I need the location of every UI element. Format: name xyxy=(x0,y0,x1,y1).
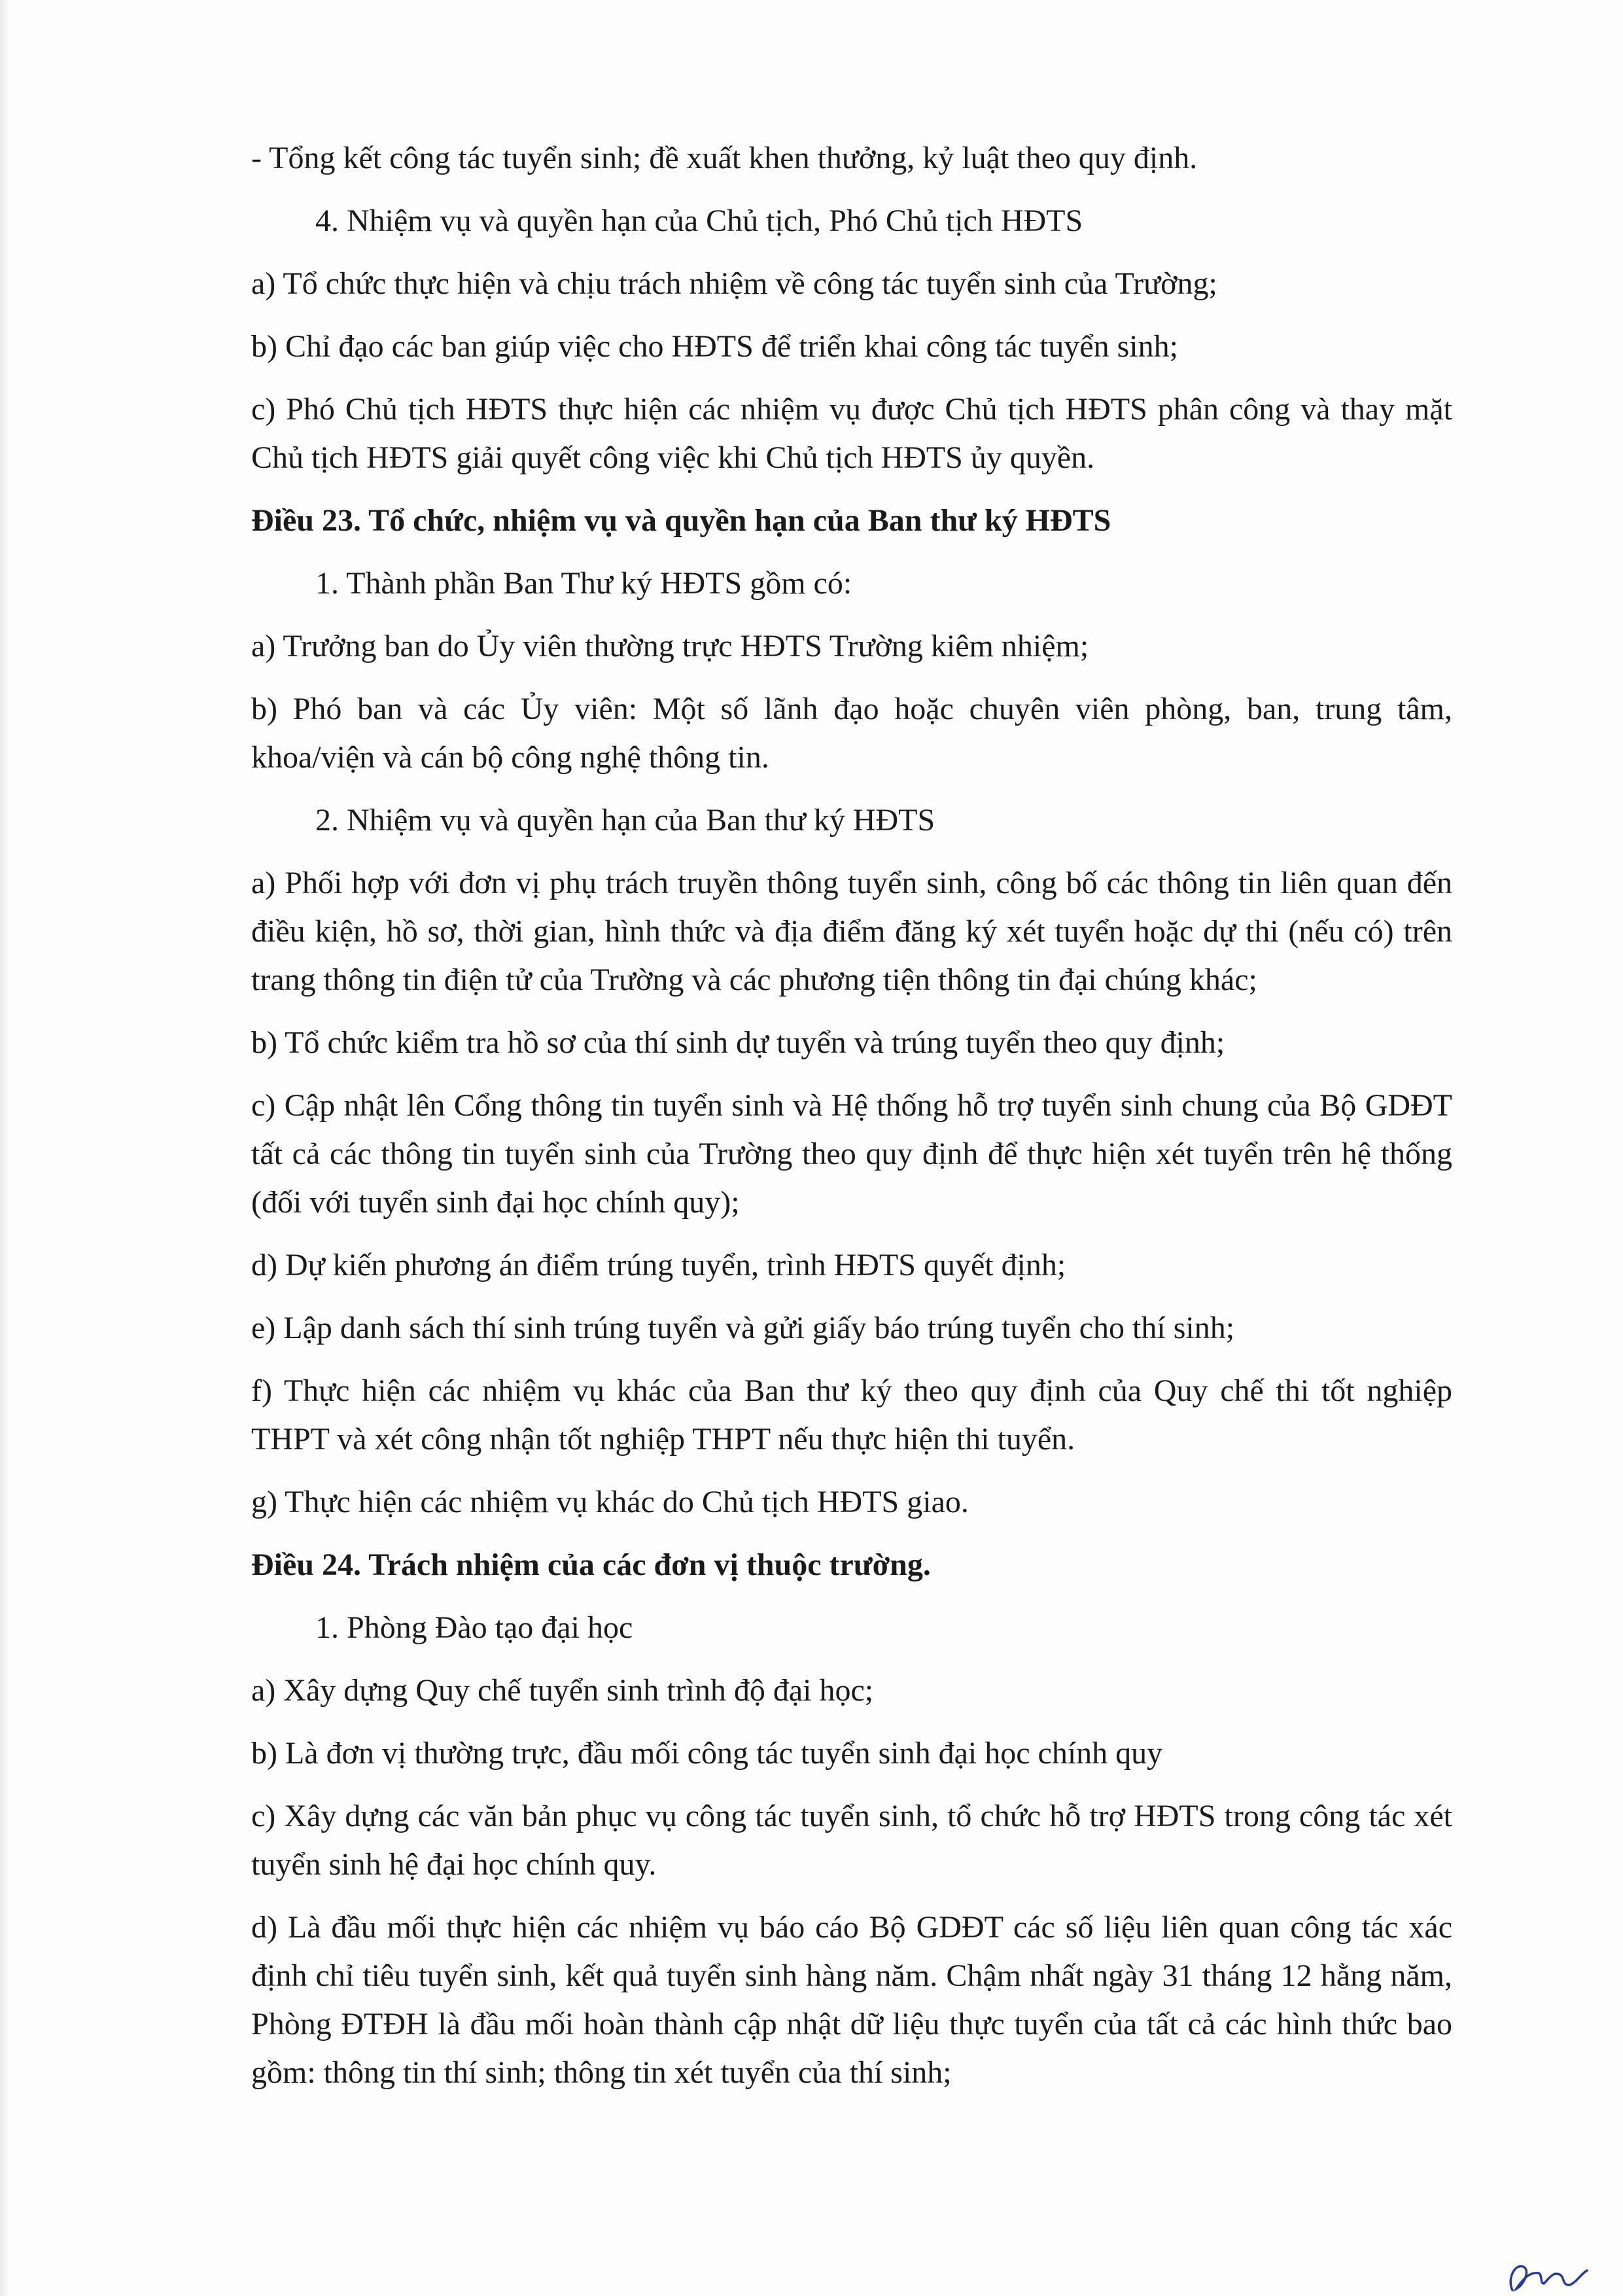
item-23-2e: e) Lập danh sách thí sinh trúng tuyển và gửi giấy báo trúng tuyển cho thí sinh; xyxy=(251,1311,1235,1345)
article-23-section-2: 2. Nhiệm vụ và quyền hạn của Ban thư ký HĐTS xyxy=(315,803,935,838)
item-4c: c) Phó Chủ tịch HĐTS thực hiện các nhiệm vụ được Chủ tịch HĐTS phân công và thay mặt Chủ tịch HĐTS giải quyết công việc khi Chủ tịch HĐTS ủy quyền. xyxy=(251,392,1452,475)
item-4b: b) Chỉ đạo các ban giúp việc cho HĐTS để triển khai công tác tuyển sinh; xyxy=(251,329,1178,364)
signature-stroke xyxy=(1510,2267,1587,2290)
section-4-heading: 4. Nhiệm vụ và quyền hạn của Chủ tịch, Phó Chủ tịch HĐTS xyxy=(315,203,1083,238)
item-24-1c: c) Xây dựng các văn bản phục vụ công tác tuyển sinh, tổ chức hỗ trợ HĐTS trong công tác xét tuyển sinh hệ đại học chính quy. xyxy=(251,1799,1452,1882)
item-23-2d: d) Dự kiến phương án điểm trúng tuyển, trình HĐTS quyết định; xyxy=(251,1248,1066,1282)
article-23-section-1: 1. Thành phần Ban Thư ký HĐTS gồm có: xyxy=(315,566,852,601)
item-4a: a) Tổ chức thực hiện và chịu trách nhiệm về công tác tuyển sinh của Trường; xyxy=(251,266,1217,301)
initials-signature-mark xyxy=(1505,2257,1590,2296)
item-23-2b: b) Tổ chức kiểm tra hồ sơ của thí sinh dự tuyển và trúng tuyển theo quy định; xyxy=(251,1025,1225,1060)
item-23-2g: g) Thực hiện các nhiệm vụ khác do Chủ tịch HĐTS giao. xyxy=(251,1485,969,1519)
item-23-2a: a) Phối hợp với đơn vị phụ trách truyền thông tuyển sinh, công bố các thông tin liên quan đến điều kiện, hồ sơ, thời gian, hình thức và địa điểm đăng ký xét tuyển hoặc dự thi (nếu có) trên trang thông tin điện tử của Trường và các phương tiện thông tin đại chúng khác; xyxy=(251,866,1452,997)
scan-edge xyxy=(0,0,9,2296)
item-24-1d: d) Là đầu mối thực hiện các nhiệm vụ báo cáo Bộ GDĐT các số liệu liên quan công tác xác định chỉ tiêu tuyển sinh, kết quả tuyển sinh hàng năm. Chậm nhất ngày 31 tháng 12 hằng năm, Phòng ĐTĐH là đầu mối hoàn thành cập nhật dữ liệu thực tuyển của tất cả các hình thức bao gồm: thông tin thí sinh; thông tin xét tuyển của thí sinh; xyxy=(251,1910,1452,2090)
item-23-2c: c) Cập nhật lên Cổng thông tin tuyển sinh và Hệ thống hỗ trợ tuyển sinh chung của Bộ GDĐT tất cả các thông tin tuyển sinh của Trường theo quy định để thực hiện xét tuyển trên hệ thống (đối với tuyển sinh đại học chính quy); xyxy=(251,1088,1452,1220)
item-23-2f: f) Thực hiện các nhiệm vụ khác của Ban thư ký theo quy định của Quy chế thi tốt nghiệp THPT và xét công nhận tốt nghiệp THPT nếu thực hiện thi tuyển. xyxy=(251,1373,1452,1457)
item-24-1b: b) Là đơn vị thường trực, đầu mối công tác tuyển sinh đại học chính quy xyxy=(251,1736,1163,1771)
item-23-1a: a) Trưởng ban do Ủy viên thường trực HĐTS Trường kiêm nhiệm; xyxy=(251,629,1089,663)
text-line-summary: - Tổng kết công tác tuyển sinh; đề xuất khen thưởng, kỷ luật theo quy định. xyxy=(251,141,1198,175)
item-23-1b: b) Phó ban và các Ủy viên: Một số lãnh đạo hoặc chuyên viên phòng, ban, trung tâm, khoa/viện và cán bộ công nghệ thông tin. xyxy=(251,692,1452,775)
item-24-1a: a) Xây dựng Quy chế tuyển sinh trình độ đại học; xyxy=(251,1673,874,1708)
article-24-heading: Điều 24. Trách nhiệm của các đơn vị thuộc trường. xyxy=(251,1547,931,1582)
article-24-section-1: 1. Phòng Đào tạo đại học xyxy=(315,1610,633,1645)
article-23-heading: Điều 23. Tổ chức, nhiệm vụ và quyền hạn của Ban thư ký HĐTS xyxy=(251,503,1111,538)
document-body xyxy=(251,134,1452,2111)
